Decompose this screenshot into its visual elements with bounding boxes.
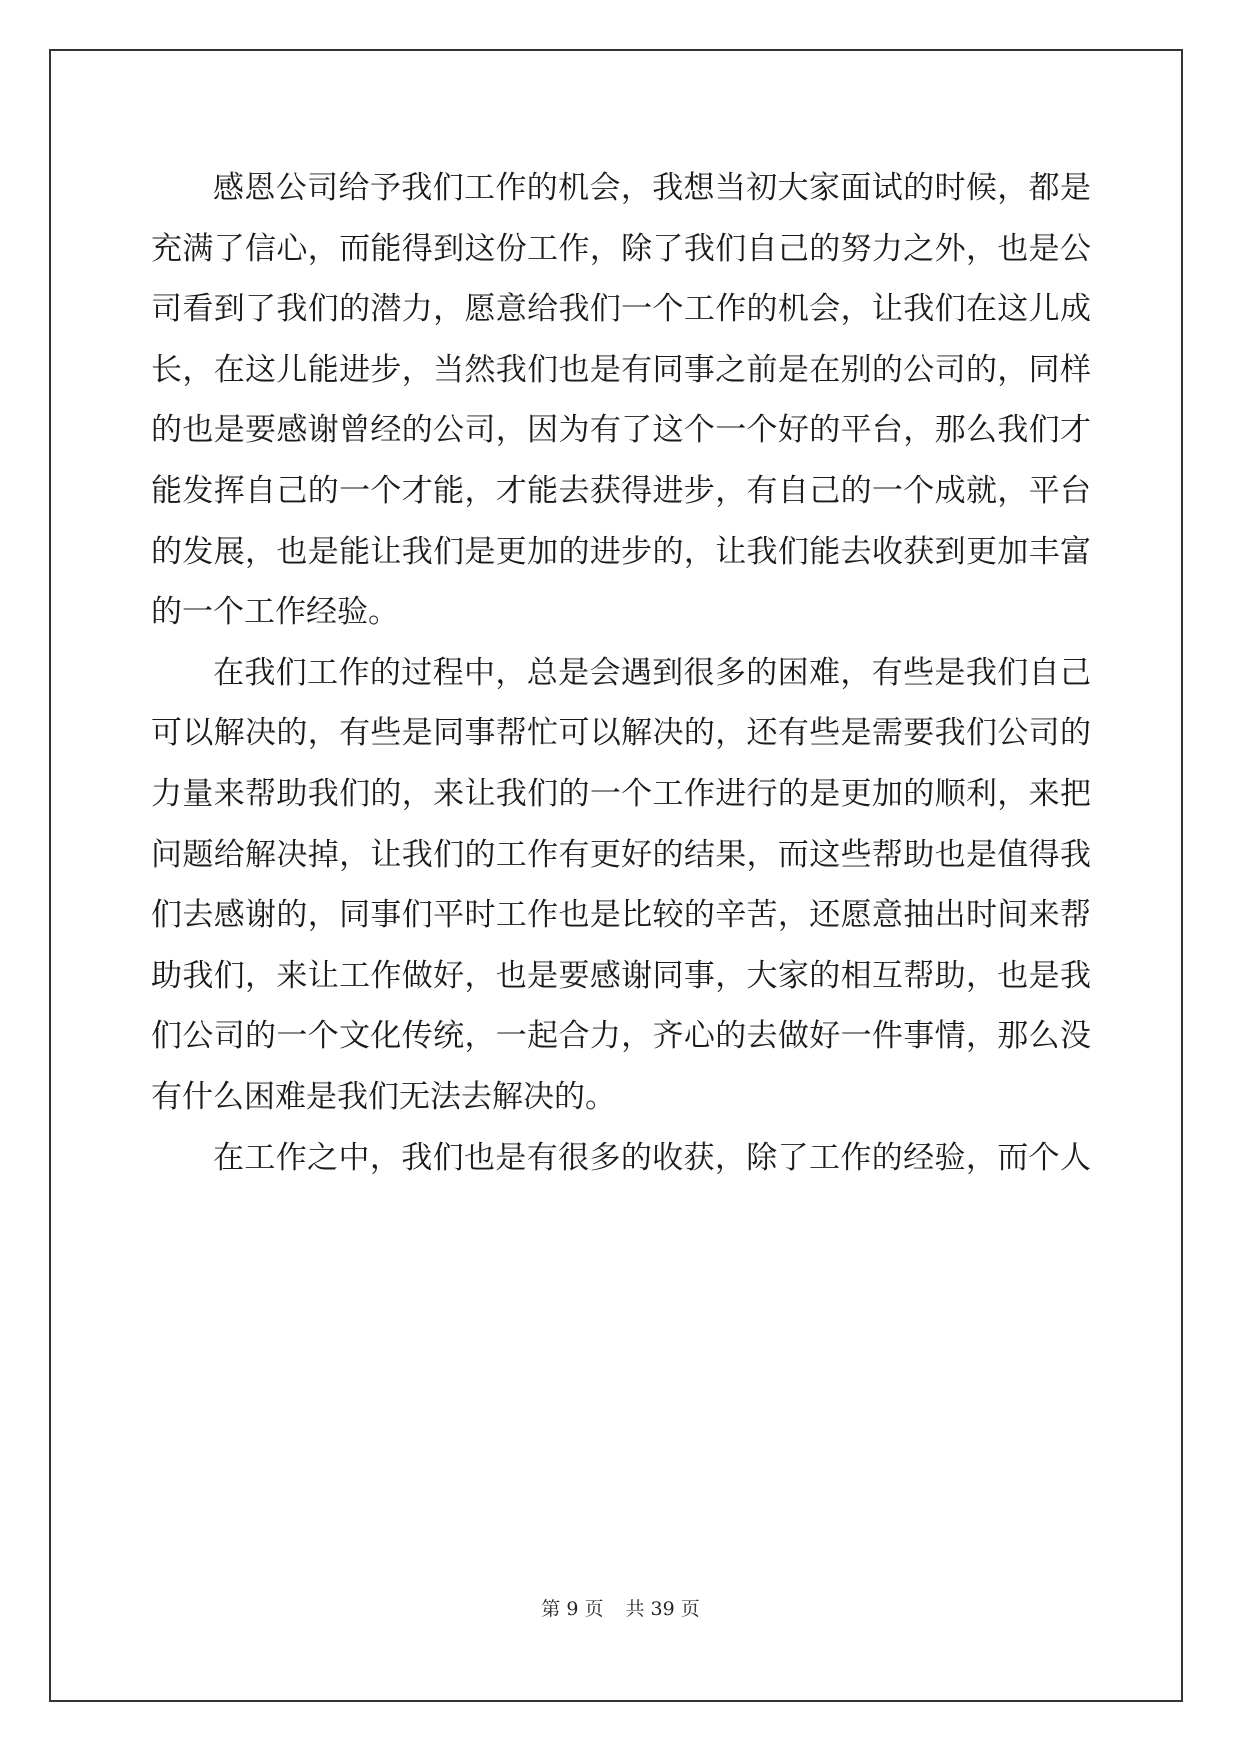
text-line: 有什么困难是我们无法去解决的。 xyxy=(151,1078,616,1115)
text-line: 们公司的一个文化传统，一起合力，齐心的去做好一件事情，那么没 xyxy=(151,1018,1091,1055)
text-line: 可以解决的，有些是同事帮忙可以解决的，还有些是需要我们公司的 xyxy=(151,715,1091,752)
text-line: 在工作之中，我们也是有很多的收获，除了工作的经验，而个人 xyxy=(213,1139,1091,1176)
text-line: 司看到了我们的潜力，愿意给我们一个工作的机会，让我们在这儿成 xyxy=(151,291,1091,328)
paragraph-3 xyxy=(151,1128,1091,1189)
text-line: 的也是要感谢曾经的公司，因为有了这个一个好的平台，那么我们才 xyxy=(151,412,1091,449)
text-line: 能发挥自己的一个才能，才能去获得进步，有自己的一个成就，平台 xyxy=(151,472,1091,509)
text-line: 的发展，也是能让我们是更加的进步的，让我们能去收获到更加丰富 xyxy=(151,533,1091,570)
paragraph-1 xyxy=(151,158,1091,643)
text-line: 在我们工作的过程中，总是会遇到很多的困难，有些是我们自己 xyxy=(213,654,1091,691)
text-line: 的一个工作经验。 xyxy=(151,594,399,631)
text-line: 助我们，来让工作做好，也是要感谢同事，大家的相互帮助，也是我 xyxy=(151,957,1091,994)
text-line: 们去感谢的，同事们平时工作也是比较的辛苦，还愿意抽出时间来帮 xyxy=(151,897,1091,934)
text-line: 充满了信心，而能得到这份工作，除了我们自己的努力之外，也是公 xyxy=(151,230,1091,267)
page-footer xyxy=(0,1597,1241,1621)
document-body xyxy=(151,158,1091,1188)
text-line: 问题给解决掉，让我们的工作有更好的结果，而这些帮助也是值得我 xyxy=(151,836,1091,873)
text-line: 长，在这儿能进步，当然我们也是有同事之前是在别的公司的，同样 xyxy=(151,351,1091,388)
page-total: 共 39 页 xyxy=(625,1598,700,1620)
text-line: 力量来帮助我们的，来让我们的一个工作进行的是更加的顺利，来把 xyxy=(151,775,1091,812)
page-number: 第 9 页 xyxy=(541,1598,604,1620)
paragraph-2 xyxy=(151,643,1091,1128)
text-line: 感恩公司给予我们工作的机会，我想当初大家面试的时候，都是 xyxy=(213,170,1091,206)
